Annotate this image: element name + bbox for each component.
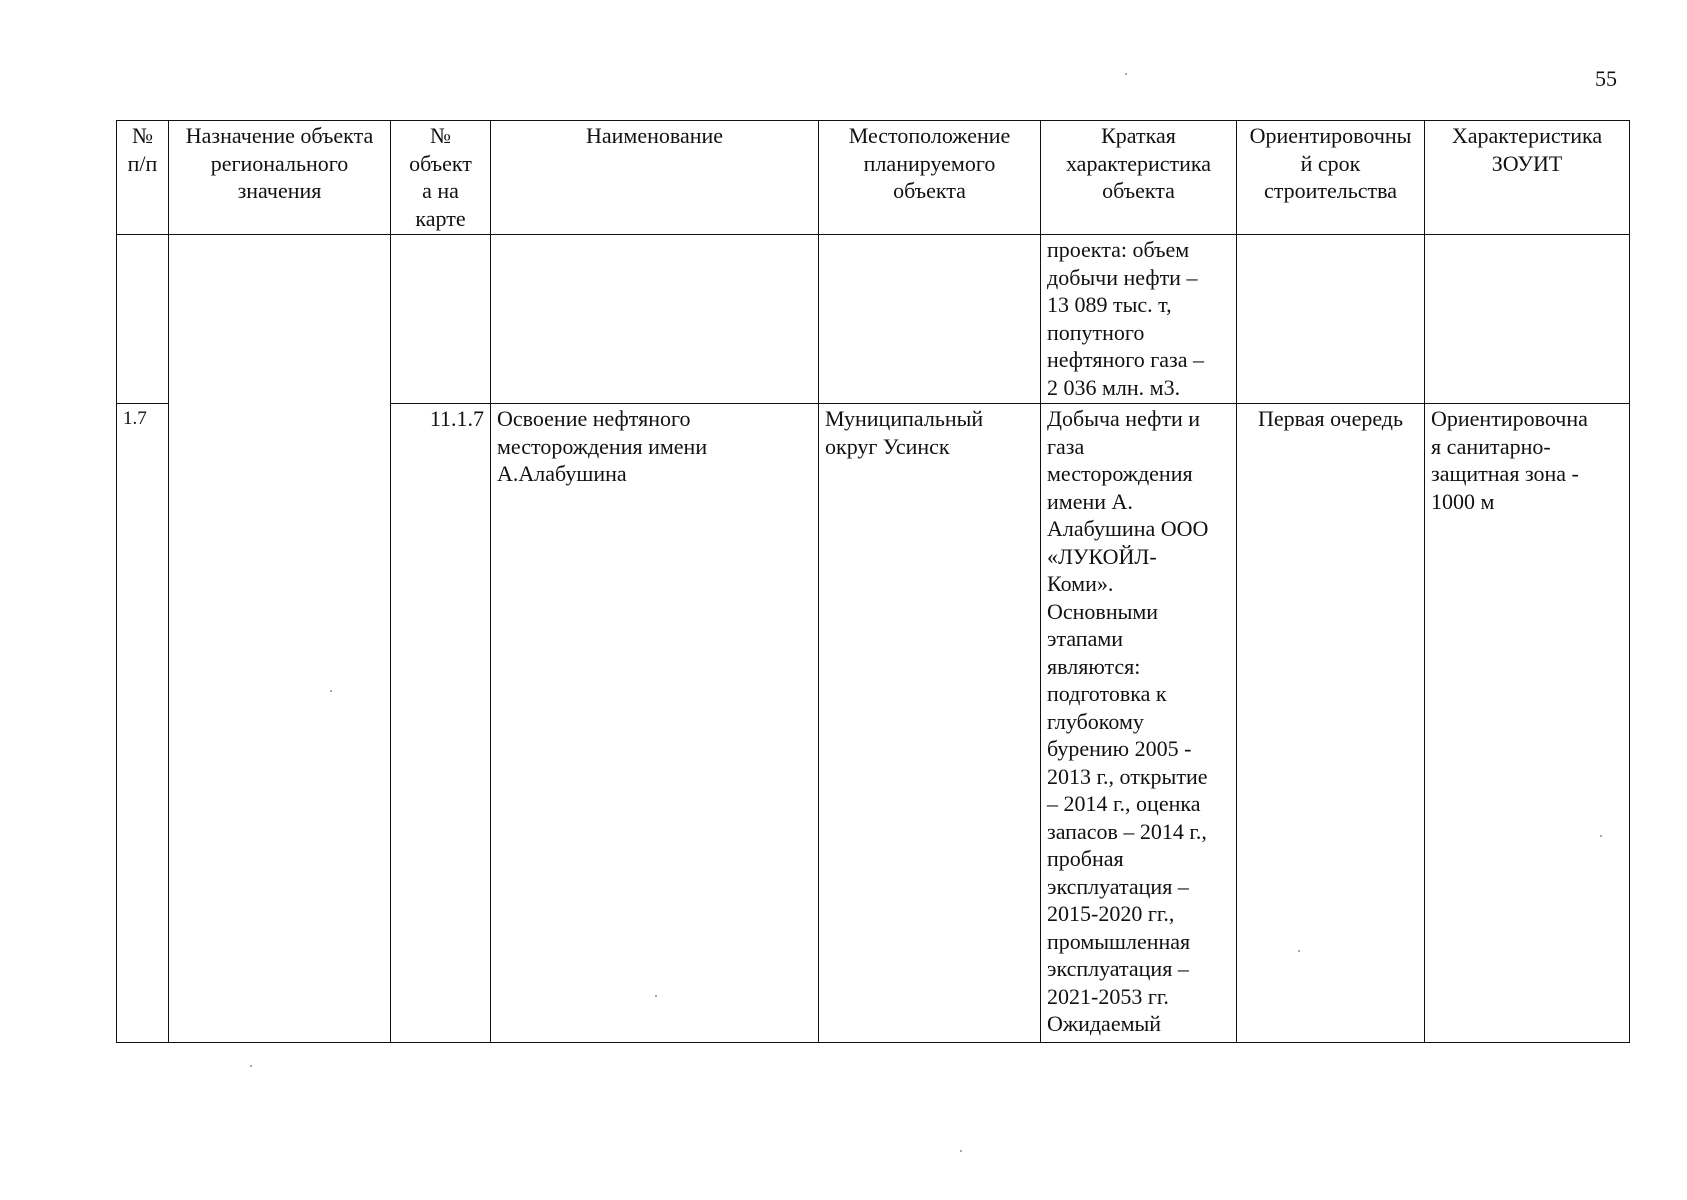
scan-speck xyxy=(1298,950,1300,952)
scan-speck xyxy=(655,995,657,997)
planned-objects-table xyxy=(116,120,1630,1043)
cell-name: Освоение нефтяного месторождения имени А.Алабушина xyxy=(491,404,819,1043)
page-number: 55 xyxy=(1595,66,1617,91)
header-description: Краткая характеристика объекта xyxy=(1041,121,1237,235)
cell-location: Муниципальный округ Усинск xyxy=(819,404,1041,1043)
scan-speck xyxy=(330,690,332,692)
scan-speck xyxy=(960,1150,962,1152)
cell-term: Первая очередь xyxy=(1237,404,1425,1043)
header-location: Местоположение планируемого объекта xyxy=(819,121,1041,235)
cell-description: Добыча нефти и газа месторождения имени А. Алабушина ООО «ЛУКОЙЛ- Коми». Основными этапами являются: подготовка к глубокому бурению 2005 - 2013 г., открытие – 2014 г., оценка запасов – 2014 г., пробная эксплуатация – 2015-2020 гг., промышленная эксплуатация – 2021-2053 гг. Ожидаемый xyxy=(1041,404,1237,1043)
cell-zouit xyxy=(1425,235,1630,404)
header-row-number: № п/п xyxy=(117,121,169,235)
cell-purpose-merged xyxy=(169,235,391,1043)
cell-map-number xyxy=(391,235,491,404)
header-map-number: № объект а на карте xyxy=(391,121,491,235)
table-header-row xyxy=(117,121,1630,235)
cell-map-number: 11.1.7 xyxy=(391,404,491,1043)
scan-speck xyxy=(250,1065,252,1067)
cell-location xyxy=(819,235,1041,404)
scan-speck xyxy=(1125,73,1127,75)
cell-zouit: Ориентировочна я санитарно- защитная зона - 1000 м xyxy=(1425,404,1630,1043)
cell-row-number xyxy=(117,235,169,404)
scan-speck xyxy=(1600,835,1602,837)
header-name: Наименование xyxy=(491,121,819,235)
cell-name xyxy=(491,235,819,404)
header-purpose: Назначение объекта регионального значения xyxy=(169,121,391,235)
cell-row-number: 1.7 xyxy=(117,404,169,1043)
table-row xyxy=(117,235,1630,404)
cell-description: проекта: объем добычи нефти – 13 089 тыс. т, попутного нефтяного газа – 2 036 млн. м3. xyxy=(1041,235,1237,404)
header-term: Ориентировочны й срок строительства xyxy=(1237,121,1425,235)
header-zouit: Характеристика ЗОУИТ xyxy=(1425,121,1630,235)
cell-term xyxy=(1237,235,1425,404)
